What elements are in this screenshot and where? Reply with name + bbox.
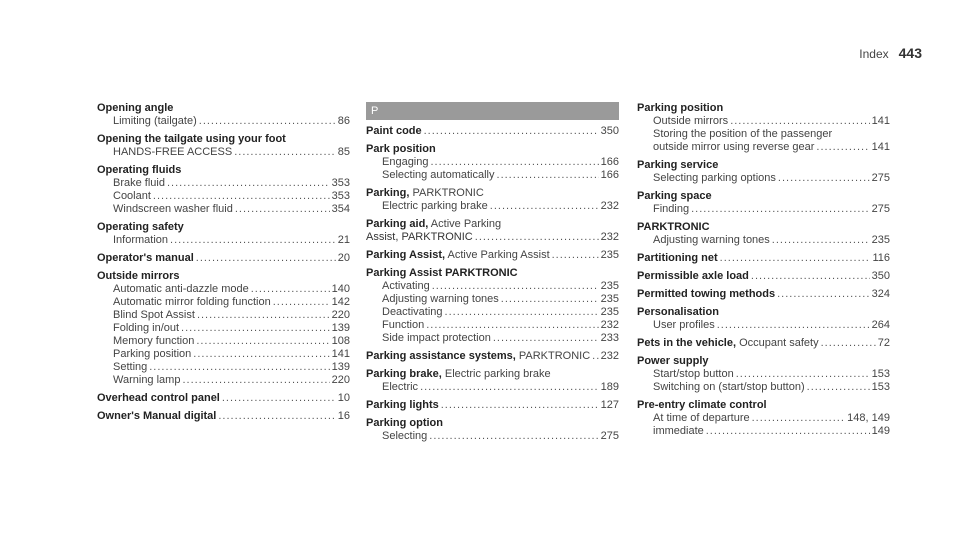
entry-heading: Parking lights [366,399,439,411]
leader-dots [706,425,870,438]
sub-entry-text: Selecting [382,430,428,442]
leader-dots [197,309,330,322]
page-ref: 166 [600,156,619,168]
entry-heading-text [366,125,422,138]
entry-heading: Operating fluids [97,164,182,176]
sub-entry-text: immediate [653,425,704,437]
entry-heading-row[interactable] [637,288,890,301]
entry-heading-text [637,270,749,283]
page-ref: 153 [871,368,890,380]
leader-dots [501,293,599,306]
sub-entry[interactable] [366,200,619,213]
entry-heading-row[interactable] [97,252,350,265]
sub-entry-text: At time of departure [653,412,750,424]
page-ref: 235 [871,234,890,246]
index-entry [366,350,619,363]
leader-dots [181,322,330,335]
sub-entry-text: Storing the position of the passenger [653,128,833,140]
sub-entry[interactable] [97,361,350,374]
sub-entry-text: Windscreen washer fluid [113,203,233,215]
entry-heading-row[interactable] [637,270,890,283]
sub-entry-text: HANDS-FREE ACCESS [113,146,233,158]
sub-entry-text: Blind Spot Assist [113,309,195,321]
entry-heading-suffix: PARKTRONIC [515,350,591,362]
page-ref: 189 [600,381,619,393]
page-ref: 235 [600,306,619,318]
entry-heading-row [366,417,619,430]
leader-dots [777,288,870,301]
entry-heading-text [97,410,216,423]
sub-entry-text: Engaging [382,156,429,168]
entry-heading-text [637,306,719,319]
index-entry [637,190,890,216]
index-entry [637,288,890,301]
page-ref: 353 [331,177,350,189]
sub-entry[interactable] [366,381,619,394]
entry-heading: Owner's Manual digital [97,410,217,422]
leader-dots [475,231,599,244]
sub-entry[interactable] [637,319,890,332]
leader-dots [426,319,598,332]
sub-entry[interactable] [366,169,619,182]
entry-heading-row [637,306,890,319]
page-number: 443 [898,45,922,61]
sub-entry-text: Coolant [113,190,151,202]
page-ref: 220 [331,309,350,321]
entry-heading: Operating safety [97,221,184,233]
sub-entry[interactable] [97,190,350,203]
index-entry [366,399,619,412]
sub-entry [637,128,890,141]
page-ref: 148, 149 [847,412,890,424]
sub-entry-text: Setting [113,361,148,373]
sub-entry[interactable] [97,322,350,335]
leader-dots [424,125,599,138]
page-ref: 141 [871,115,890,127]
leader-dots [751,270,870,283]
leader-dots [196,252,336,265]
entry-heading-row [366,368,619,381]
leader-dots [432,280,599,293]
entry-heading-text [366,350,590,363]
index-entry [637,337,890,350]
sub-entry[interactable] [97,146,350,159]
entry-heading-row [366,187,619,200]
index-entry [366,187,619,213]
section-letter-bar: P [366,102,619,120]
sub-entry[interactable] [366,280,619,293]
entry-heading-suffix: Active Parking [428,218,502,230]
entry-heading-row [97,164,350,177]
sub-entry-text: Adjusting warning tones [382,293,499,305]
sub-entry[interactable] [97,234,350,247]
page-ref: 275 [600,430,619,442]
sub-entry[interactable] [97,348,350,361]
entry-heading: Parking Assist, [366,249,446,261]
sub-entry[interactable] [637,425,890,438]
sub-entry[interactable] [97,374,350,387]
entry-heading-text [97,221,184,234]
entry-heading-text [97,252,194,265]
leader-dots [431,156,599,169]
index-column-2 [366,102,619,443]
sub-entry-text: Automatic anti-dazzle mode [113,283,249,295]
leader-dots [222,392,336,405]
index-entry [97,221,350,247]
sub-entry[interactable] [637,203,890,216]
entry-heading-text [366,399,439,412]
page-ref: 127 [600,399,619,411]
leader-dots [592,350,598,363]
index-entry [366,368,619,394]
page-ref: 275 [871,172,890,184]
index-entry [637,221,890,247]
entry-heading-row[interactable] [366,125,619,138]
entry-heading-text [97,102,173,115]
page-ref: 235 [600,249,619,261]
page-ref: 20 [337,252,350,264]
entry-heading-text [366,218,501,231]
entry-heading-row [366,218,619,231]
sub-entry-text: Limiting (tailgate) [113,115,197,127]
page-ref: 324 [871,288,890,300]
page-ref: 139 [331,322,350,334]
page-ref: 149 [871,425,890,437]
leader-dots [497,169,599,182]
leader-dots [420,381,599,394]
entry-heading-text [97,164,181,177]
sub-entry[interactable] [637,172,890,185]
sub-entry[interactable] [366,156,619,169]
index-entry [97,133,350,159]
index-entry [366,417,619,443]
index-entry [97,392,350,405]
entry-heading: Parking position [637,102,724,114]
leader-dots [429,430,598,443]
entry-heading-text [366,143,436,156]
sub-entry-text: Deactivating [382,306,443,318]
page-ref: 21 [337,234,350,246]
entry-heading: PARKTRONIC [637,221,710,233]
entry-heading: Parking aid, [366,218,429,230]
page-ref: 354 [331,203,350,215]
entry-heading-row [97,133,350,146]
sub-entry-text: Folding in/out [113,322,180,334]
leader-dots [149,361,329,374]
entry-heading-text [97,392,220,405]
page-ref: 85 [337,146,350,158]
entry-heading-text [637,190,712,203]
sub-entry-text: outside mirror using reverse gear [653,141,815,153]
entry-heading: Permissible axle load [637,270,749,282]
entry-heading-row [366,143,619,156]
leader-dots [816,141,869,154]
entry-heading-row[interactable] [97,392,350,405]
entry-heading-row[interactable] [366,350,619,363]
sub-entry-text: Warning lamp [113,374,181,386]
sub-entry-text: Information [113,234,169,246]
index-entry [366,125,619,138]
entry-heading-suffix: Active Parking Assist [445,249,550,261]
index-entry [366,267,619,345]
sub-entry[interactable] [637,412,890,425]
entry-heading-row [637,190,890,203]
page-ref: 232 [600,319,619,331]
entry-heading-row[interactable] [366,399,619,412]
entry-heading-row [637,399,890,412]
entry-heading-text [637,288,775,301]
page-ref: 232 [600,200,619,212]
entry-heading-row [637,159,890,172]
sub-entry[interactable] [366,332,619,345]
entry-heading-text [637,102,723,115]
entry-heading-suffix: Occupant safety [736,337,819,349]
sub-entry[interactable] [637,234,890,247]
sub-entry[interactable] [97,115,350,128]
sub-entry-text: Function [382,319,425,331]
page-ref: 166 [600,169,619,181]
index-entry [97,270,350,387]
entry-heading-suffix: Electric parking brake [441,368,551,380]
index-entry [366,218,619,244]
page-ref: 275 [871,203,890,215]
entry-heading-row[interactable] [366,249,619,262]
sub-entry[interactable] [637,115,890,128]
entry-heading: Permitted towing methods [637,288,776,300]
index-column-1 [97,102,350,423]
leader-dots [552,249,599,262]
leader-dots [235,203,330,216]
index-entry [637,159,890,185]
leader-dots [493,332,599,345]
page-ref: 86 [337,115,350,127]
page-ref: 139 [331,361,350,373]
entry-heading: Parking, [366,187,410,199]
page-ref: 140 [331,283,350,295]
page-ref: 72 [877,337,890,349]
entry-heading: Power supply [637,355,709,367]
entry-heading-text [366,368,551,381]
entry-heading-text [637,252,718,265]
sub-entry-text: Switching on (start/stop button) [653,381,805,393]
index-entry [637,306,890,332]
index-entry [97,164,350,216]
sub-entry[interactable] [97,309,350,322]
sub-entry-text: Selecting automatically [382,169,495,181]
leader-dots [273,296,330,309]
entry-heading-row[interactable] [637,252,890,265]
leader-dots [778,172,870,185]
entry-heading: Parking Assist PARKTRONIC [366,267,518,279]
leader-dots [193,348,329,361]
sub-entry-text: Start/stop button [653,368,734,380]
index-entry [637,355,890,394]
entry-heading-row [637,221,890,234]
page-ref: 142 [331,296,350,308]
leader-dots [199,115,336,128]
entry-heading: Outside mirrors [97,270,180,282]
leader-dots [153,190,330,203]
leader-dots [218,410,335,423]
page-ref: 232 [600,350,619,362]
entry-heading: Paint code [366,125,422,137]
sub-entry[interactable] [637,381,890,394]
sub-entry-text: Automatic mirror folding function [113,296,271,308]
entry-heading-text [637,221,710,234]
page-ref: 141 [871,141,890,153]
sub-entry-text: Outside mirrors [653,115,729,127]
entry-heading: Parking assistance systems, [366,350,516,362]
page-ref: 220 [331,374,350,386]
entry-heading-text [366,249,550,262]
page-ref: 235 [600,280,619,292]
leader-dots [807,381,870,394]
entry-heading-text [366,267,518,280]
sub-entry-text: Parking position [113,348,192,360]
leader-dots [234,146,336,159]
index-entry [637,102,890,154]
entry-heading-row[interactable] [637,337,890,350]
sub-entry[interactable] [97,296,350,309]
entry-heading-suffix: PARKTRONIC [409,187,484,199]
leader-dots [445,306,599,319]
page-ref: 10 [337,392,350,404]
sub-entry-text: Selecting parking options [653,172,776,184]
entry-heading: Parking brake, [366,368,442,380]
page-ref: 353 [331,190,350,202]
sub-entry-text: User profiles [653,319,715,331]
entry-heading: Opening the tailgate using your foot [97,133,286,145]
index-label: Index [859,47,889,61]
page-header [859,45,922,61]
index-column-3 [637,102,890,438]
page-ref: 350 [600,125,619,137]
entry-heading-row[interactable] [97,410,350,423]
leader-dots [182,374,329,387]
index-entry [366,249,619,262]
page-ref: 16 [337,410,350,422]
page-ref: 350 [871,270,890,282]
entry-heading: Pets in the vehicle, [637,337,737,349]
page-ref: 108 [331,335,350,347]
page-ref: 116 [872,252,890,264]
entry-heading: Overhead control panel [97,392,220,404]
entry-heading: Parking service [637,159,719,171]
sub-entry-text: Electric parking brake [382,200,488,212]
sub-entry-text: Finding [653,203,690,215]
page-ref: 232 [600,231,619,243]
entry-heading-row [637,355,890,368]
page-ref: 235 [600,293,619,305]
page-ref: 153 [871,381,890,393]
entry-heading-text [637,355,709,368]
leader-dots [490,200,599,213]
index-entry [97,252,350,265]
index-entry [97,102,350,128]
sub-entry[interactable] [97,283,350,296]
entry-heading: Pre-entry climate control [637,399,767,411]
entry-heading: Partitioning net [637,252,718,264]
leader-dots [752,412,846,425]
entry-heading-row [637,102,890,115]
index-entry [97,410,350,423]
leader-dots [196,335,329,348]
entry-heading: Park position [366,143,436,155]
sub-entry[interactable] [366,306,619,319]
leader-dots [441,399,599,412]
entry-heading-row [97,221,350,234]
leader-dots [736,368,870,381]
leader-dots [821,337,876,350]
index-entry [637,252,890,265]
sub-entry-text: Adjusting warning tones [653,234,770,246]
entry-heading-text [97,133,286,146]
leader-dots [691,203,870,216]
entry-heading-row [97,270,350,283]
sub-entry[interactable] [366,430,619,443]
sub-entry[interactable] [366,319,619,332]
entry-heading: Opening angle [97,102,174,114]
sub-entry[interactable] [97,177,350,190]
index-entry [637,399,890,438]
entry-heading-row [97,102,350,115]
sub-entry-text: Memory function [113,335,195,347]
index-entry [366,143,619,182]
sub-entry-text: Electric [382,381,419,393]
sub-entry-text: Brake fluid [113,177,165,189]
sub-entry-text: Assist, PARKTRONIC [366,231,473,243]
entry-heading-text [97,270,180,283]
index-entry [637,270,890,283]
entry-heading: Parking option [366,417,443,429]
sub-entry[interactable] [637,141,890,154]
entry-heading: Parking space [637,190,712,202]
entry-heading: Personalisation [637,306,719,318]
sub-entry-text: Side impact protection [382,332,491,344]
sub-entry[interactable] [97,335,350,348]
sub-entry[interactable] [366,293,619,306]
sub-entry[interactable] [637,368,890,381]
sub-entry-text: Activating [382,280,430,292]
leader-dots [251,283,330,296]
entry-heading-row [366,267,619,280]
leader-dots [730,115,869,128]
entry-heading-text [637,337,819,350]
sub-entry[interactable] [366,231,619,244]
entry-heading-text [366,187,484,200]
leader-dots [167,177,330,190]
entry-heading: Operator's manual [97,252,194,264]
leader-dots [772,234,870,247]
leader-dots [170,234,336,247]
entry-heading-text [637,399,767,412]
page-ref: 141 [331,348,350,360]
leader-dots [720,252,871,265]
page-ref: 264 [871,319,890,331]
sub-entry[interactable] [97,203,350,216]
entry-heading-text [637,159,718,172]
entry-heading-text [366,417,443,430]
page-ref: 233 [600,332,619,344]
leader-dots [717,319,870,332]
